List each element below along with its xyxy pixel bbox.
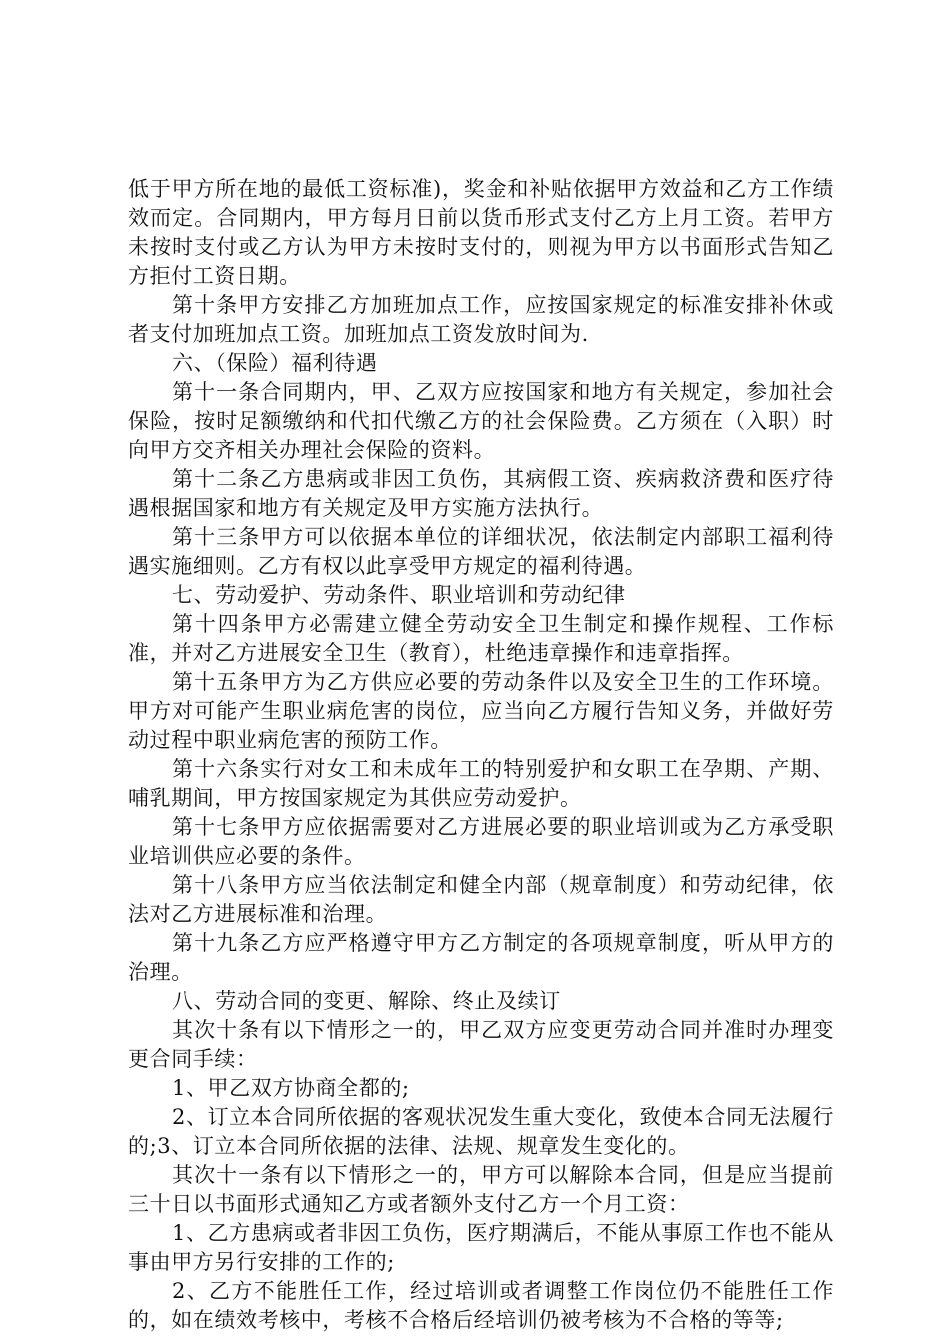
paragraph-article-15: 第十五条甲方为乙方供应必要的劳动条件以及安全卫生的工作环境。甲方对可能产生职业病危害的岗位，应当向乙方履行告知义务，并做好劳动过程中职业病危害的预防工作。	[128, 670, 834, 752]
paragraph-article-19: 第十九条乙方应严格遵守甲方乙方制定的各项规章制度，听从甲方的治理。	[128, 931, 834, 984]
paragraph-article-18: 第十八条甲方应当依法制定和健全内部（规章制度）和劳动纪律，依法对乙方进展标准和治理。	[128, 873, 834, 926]
paragraph-article-10: 第十条甲方安排乙方加班加点工作，应按国家规定的标准安排补休或者支付加班加点工资。加班加点工资发放时间为.	[128, 293, 834, 346]
paragraph-article-17: 第十七条甲方应依据需要对乙方进展必要的职业培训或为乙方承受职业培训供应必要的条件。	[128, 815, 834, 868]
paragraph-article-20: 其次十条有以下情形之一的，甲乙双方应变更劳动合同并准时办理变更合同手续：	[128, 1018, 834, 1071]
section-heading-6: 六、（保险）福利待遇	[172, 351, 378, 375]
list-item-21-2: 2、乙方不能胜任工作，经过培训或者调整工作岗位仍不能胜任工作的，如在绩效考核中，考核不合格后经培训仍被考核为不合格的等等;	[128, 1279, 834, 1332]
paragraph-article-16: 第十六条实行对女工和未成年工的特别爱护和女职工在孕期、产期、哺乳期间，甲方按国家规定为其供应劳动爱护。	[128, 757, 834, 810]
list-item-21-1: 1、乙方患病或者非因工负伤，医疗期满后，不能从事原工作也不能从事由甲方另行安排的工作的;	[128, 1221, 834, 1274]
list-item-20-2-3: 2、订立本合同所依据的客观状况发生重大变化，致使本合同无法履行的;3、订立本合同所依据的法律、法规、规章发生变化的。	[128, 1105, 834, 1158]
paragraph-article-21: 其次十一条有以下情形之一的，甲方可以解除本合同，但是应当提前三十日以书面形式通知乙方或者额外支付乙方一个月工资：	[128, 1163, 834, 1216]
paragraph-article-13: 第十三条甲方可以依据本单位的详细状况，依法制定内部职工福利待遇实施细则。乙方有权以此享受甲方规定的福利待遇。	[128, 525, 834, 578]
section-heading-8: 八、劳动合同的变更、解除、终止及续订	[172, 989, 561, 1013]
section-heading-7: 七、劳动爱护、劳动条件、职业培训和劳动纪律	[172, 583, 626, 607]
document-body	[128, 175, 834, 1335]
paragraph-article-11: 第十一条合同期内，甲、乙双方应按国家和地方有关规定，参加社会保险，按时足额缴纳和代扣代缴乙方的社会保险费。乙方须在（入职）时向甲方交齐相关办理社会保险的资料。	[128, 380, 834, 462]
paragraph-article-12: 第十二条乙方患病或非因工负伤，其病假工资、疾病救济费和医疗待遇根据国家和地方有关规定及甲方实施方法执行。	[128, 467, 834, 520]
paragraph-wage-standard: 低于甲方所在地的最低工资标准)，奖金和补贴依据甲方效益和乙方工作绩效而定。合同期内，甲方每月日前以货币形式支付乙方上月工资。若甲方未按时支付或乙方认为甲方未按时支付的，则视为甲方以书面形式告知乙方拒付工资日期。	[128, 177, 834, 288]
list-item-20-1: 1、甲乙双方协商全都的;	[172, 1076, 410, 1100]
paragraph-article-14: 第十四条甲方必需建立健全劳动安全卫生制定和操作规程、工作标准，并对乙方进展安全卫生（教育），杜绝违章操作和违章指挥。	[128, 612, 834, 665]
